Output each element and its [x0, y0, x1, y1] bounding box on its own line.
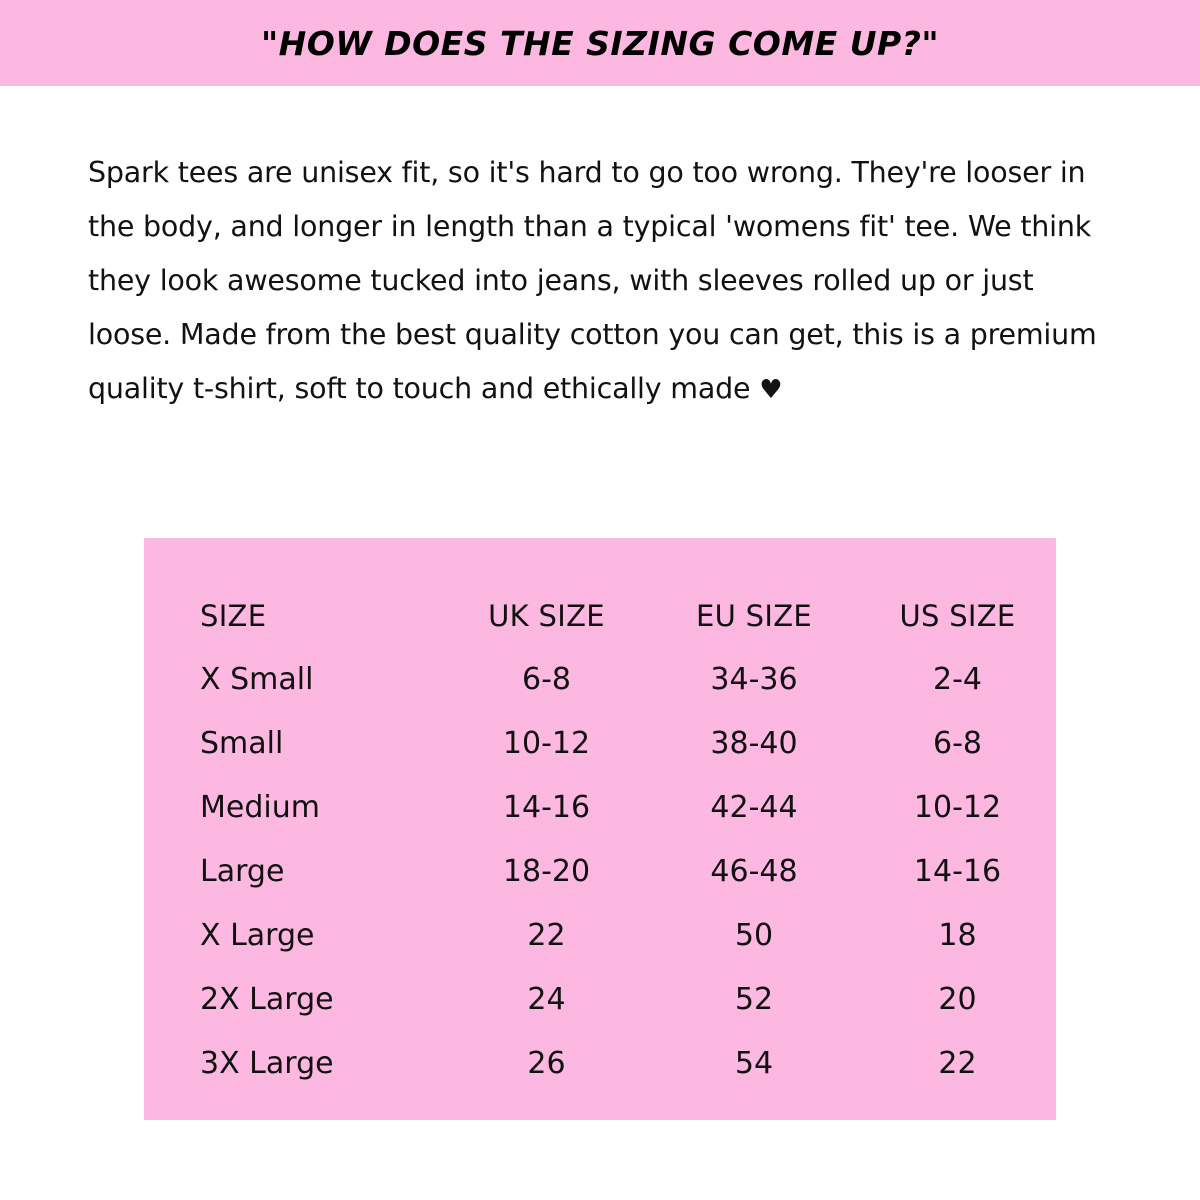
cell-uk: 10-12 [502, 726, 591, 761]
column-header-us-size: US SIZE [899, 599, 1016, 633]
cell-us: 14-16 [913, 854, 1002, 889]
heart-icon: ♥ [759, 375, 783, 405]
column-header-size: SIZE [200, 599, 267, 633]
cell-size: 3X Large [200, 1046, 334, 1081]
size-chart-panel [144, 538, 1056, 1120]
cell-us: 10-12 [913, 790, 1002, 825]
cell-eu: 42-44 [710, 790, 798, 825]
table-row [144, 840, 1056, 904]
cell-uk: 14-16 [502, 790, 591, 825]
table-row [144, 1032, 1056, 1096]
description-text: Spark tees are unisex fit, so it's hard to go too wrong. They're looser in the body, and longer in length than a typical 'womens fit' tee. We think they look awesome tucked into jeans, with sleeves rolled up or just loose. Made from the best quality cotton you can get, this is a premium quality t-shirt, soft to touch and ethically made [88, 156, 1097, 405]
cell-size: Small [200, 726, 284, 761]
cell-us: 18 [938, 918, 977, 953]
cell-size: 2X Large [200, 982, 334, 1017]
size-chart-table [144, 584, 1056, 1096]
table-row [144, 968, 1056, 1032]
header-banner [0, 0, 1200, 86]
cell-eu: 54 [734, 1046, 774, 1081]
cell-eu: 34-36 [710, 662, 798, 697]
cell-us: 22 [938, 1046, 977, 1081]
column-header-uk-size: UK SIZE [488, 599, 605, 633]
page-title: "HOW DOES THE SIZING COME UP?" [260, 23, 940, 63]
cell-us: 2-4 [933, 662, 982, 697]
cell-eu: 46-48 [710, 854, 798, 889]
cell-uk: 26 [527, 1046, 566, 1081]
table-row [144, 648, 1056, 712]
cell-us: 6-8 [933, 726, 982, 761]
cell-size: X Small [200, 662, 314, 697]
cell-eu: 52 [734, 982, 774, 1017]
cell-eu: 38-40 [710, 726, 798, 761]
table-row [144, 712, 1056, 776]
cell-uk: 24 [527, 982, 566, 1017]
column-header-eu-size: EU SIZE [695, 599, 813, 633]
cell-uk: 22 [527, 918, 566, 953]
table-row [144, 776, 1056, 840]
cell-uk: 18-20 [502, 854, 591, 889]
cell-uk: 6-8 [522, 662, 571, 697]
cell-us: 20 [938, 982, 977, 1017]
cell-size: Medium [200, 790, 320, 825]
cell-eu: 50 [734, 918, 774, 953]
cell-size: X Large [200, 918, 315, 953]
table-row [144, 904, 1056, 968]
table-header-row [144, 584, 1056, 648]
cell-size: Large [200, 854, 285, 889]
description-paragraph [0, 86, 1200, 416]
